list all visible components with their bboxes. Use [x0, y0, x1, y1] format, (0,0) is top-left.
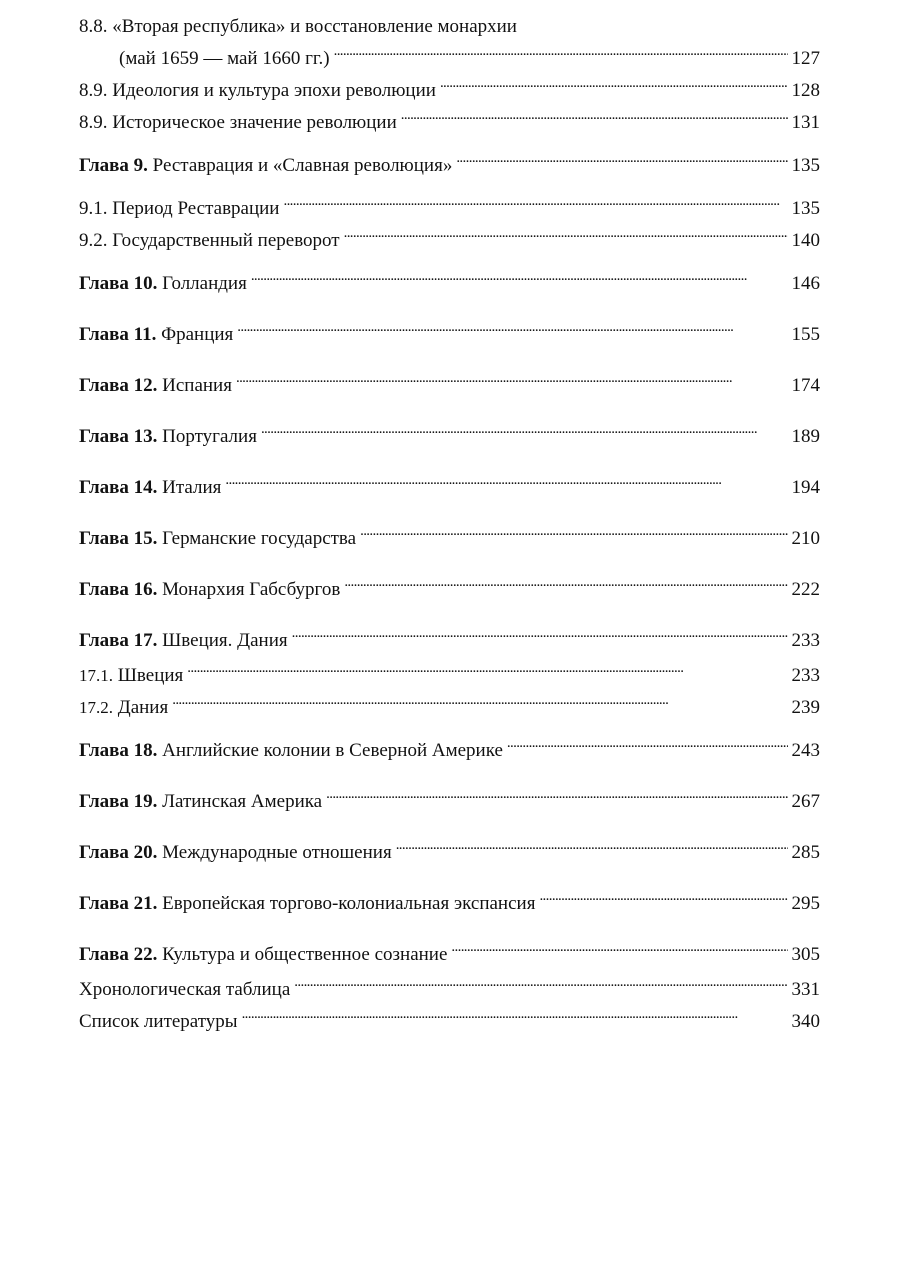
leader-dots [242, 1002, 788, 1027]
chapter-number: Глава 20. [79, 842, 158, 863]
chapter-number: Глава 16. [79, 579, 158, 600]
page-number: 128 [791, 80, 820, 101]
section-title: «Вторая республика» и восстановление монархии [112, 16, 517, 37]
chapter-title: Италия [162, 477, 222, 498]
page-number: 210 [791, 528, 820, 549]
chapter-number: Глава 21. [79, 893, 158, 914]
chapter-number: Глава 17. [79, 630, 158, 651]
chapter-title: Испания [162, 375, 232, 396]
leader-dots [344, 570, 787, 595]
toc-entry-bibliography[interactable] [79, 1002, 820, 1034]
leader-dots [261, 417, 788, 442]
chapter-title: Португалия [162, 426, 257, 447]
section-number: 9.2. [79, 230, 108, 251]
toc-entry-17-1[interactable] [79, 656, 820, 688]
toc-chapter-9[interactable] [79, 146, 820, 178]
chapter-title: Швеция. Дания [162, 630, 288, 651]
toc-entry-8-9-ideology[interactable] [79, 71, 820, 103]
toc-chapter-18[interactable] [79, 731, 820, 763]
page-number: 174 [791, 375, 820, 396]
chapter-title: Франция [161, 324, 234, 345]
chapter-title: Культура и общественное сознание [162, 944, 448, 965]
toc-entry-9-1[interactable] [79, 189, 820, 221]
toc-chapter-10[interactable] [79, 264, 820, 296]
entry-title: Список литературы [79, 1011, 238, 1032]
chapter-number: Глава 12. [79, 375, 158, 396]
toc-chapter-16[interactable] [79, 570, 820, 602]
leader-dots [237, 315, 787, 340]
page-number: 285 [791, 842, 820, 863]
toc-chapter-15[interactable] [79, 519, 820, 551]
page-number: 189 [791, 426, 820, 447]
page-number: 222 [791, 579, 820, 600]
toc-chapter-11[interactable] [79, 315, 820, 347]
section-title: Швеция [117, 665, 184, 686]
leader-dots [236, 366, 788, 391]
page-number: 131 [791, 112, 820, 133]
leader-dots [172, 688, 787, 713]
leader-dots [344, 221, 788, 246]
chapter-title: Германские государства [162, 528, 357, 549]
toc-entry-17-2[interactable] [79, 688, 820, 720]
toc-entry-8-8-line1 [79, 14, 820, 39]
chapter-number: Глава 14. [79, 477, 158, 498]
leader-dots [401, 103, 788, 128]
table-of-contents [79, 14, 820, 1034]
chapter-number: Глава 9. [79, 155, 148, 176]
toc-entry-8-8-line2[interactable] [79, 39, 820, 71]
page-number: 239 [791, 697, 820, 718]
leader-dots [334, 39, 788, 64]
section-number: 8.9. [79, 112, 108, 133]
leader-dots [283, 189, 787, 214]
chapter-number: Глава 15. [79, 528, 158, 549]
leader-dots [456, 146, 787, 171]
leader-dots [292, 621, 788, 646]
page-number: 194 [791, 477, 820, 498]
section-title: Идеология и культура эпохи революции [112, 80, 436, 101]
chapter-title: Английские колонии в Северной Америке [162, 740, 503, 761]
toc-chapter-14[interactable] [79, 468, 820, 500]
page-number: 135 [791, 198, 820, 219]
section-number: 8.9. [79, 80, 108, 101]
chapter-title: Реставрация и «Славная революция» [152, 155, 453, 176]
toc-entry-chronological-table[interactable] [79, 970, 820, 1002]
chapter-title: Латинская Америка [162, 791, 323, 812]
page-number: 295 [791, 893, 820, 914]
section-title-continued: (май 1659 — май 1660 гг.) [119, 48, 330, 69]
section-title: Период Реставрации [112, 198, 280, 219]
chapter-number: Глава 11. [79, 324, 157, 345]
page-number: 146 [791, 273, 820, 294]
toc-entry-9-2[interactable] [79, 221, 820, 253]
page-number: 340 [791, 1011, 820, 1032]
page-number: 127 [791, 48, 820, 69]
page-number: 155 [791, 324, 820, 345]
page-number: 243 [791, 740, 820, 761]
leader-dots [507, 731, 788, 756]
toc-entry-8-9-significance[interactable] [79, 103, 820, 135]
chapter-title: Европейская торгово-колониальная экспансия [162, 893, 536, 914]
page-number: 140 [791, 230, 820, 251]
section-number: 17.2. [79, 698, 113, 717]
leader-dots [225, 468, 787, 493]
leader-dots [539, 884, 787, 909]
page-number: 331 [791, 979, 820, 1000]
leader-dots [294, 970, 787, 995]
toc-chapter-19[interactable] [79, 782, 820, 814]
page-number: 135 [791, 155, 820, 176]
chapter-number: Глава 22. [79, 944, 158, 965]
chapter-number: Глава 10. [79, 273, 158, 294]
leader-dots [326, 782, 787, 807]
toc-chapter-20[interactable] [79, 833, 820, 865]
toc-chapter-17[interactable] [79, 621, 820, 653]
leader-dots [440, 71, 788, 96]
section-title: Дания [117, 697, 169, 718]
leader-dots [451, 935, 787, 960]
page-number: 233 [791, 665, 820, 686]
chapter-number: Глава 13. [79, 426, 158, 447]
section-title: Государственный переворот [112, 230, 340, 251]
toc-chapter-21[interactable] [79, 884, 820, 916]
chapter-number: Глава 18. [79, 740, 158, 761]
section-number: 8.8. [79, 16, 108, 37]
chapter-title: Международные отношения [162, 842, 392, 863]
section-title: Историческое значение революции [112, 112, 397, 133]
page-number: 305 [791, 944, 820, 965]
toc-chapter-12[interactable] [79, 366, 820, 398]
leader-dots [360, 519, 787, 544]
page-number: 233 [791, 630, 820, 651]
entry-title: Хронологическая таблица [79, 979, 291, 1000]
toc-chapter-13[interactable] [79, 417, 820, 449]
section-number: 17.1. [79, 666, 113, 685]
toc-chapter-22[interactable] [79, 935, 820, 967]
chapter-title: Голландия [162, 273, 247, 294]
chapter-number: Глава 19. [79, 791, 158, 812]
leader-dots [251, 264, 788, 289]
leader-dots [396, 833, 788, 858]
leader-dots [187, 656, 787, 681]
page-number: 267 [791, 791, 820, 812]
chapter-title: Монархия Габсбургов [162, 579, 341, 600]
section-number: 9.1. [79, 198, 108, 219]
